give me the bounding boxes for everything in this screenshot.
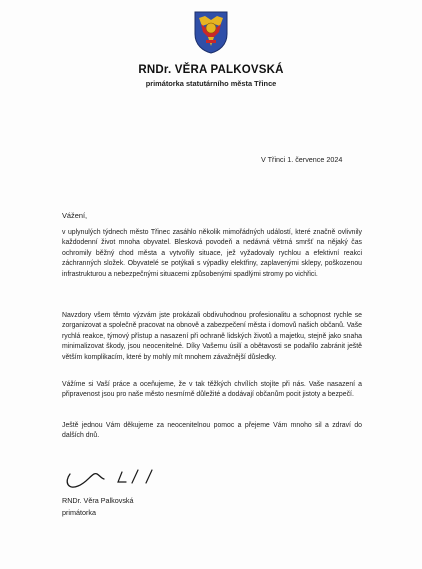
sender-name: RNDr. VĚRA PALKOVSKÁ: [138, 64, 284, 76]
signatory-role: primátorka: [62, 508, 96, 517]
signatory-name: RNDr. Věra Palkovská: [62, 496, 134, 505]
dateline: V Třinci 1. července 2024: [261, 155, 343, 164]
paragraph: Vážíme si Vaší práce a oceňujeme, že v tak těžkých chvílích stojíte při nás. Vaše nasazení a připravenost jsou pro naše město nesmírně důležité a dodávají občanům pocit jistoty a bezpečí.: [62, 381, 362, 399]
paragraph: Navzdory všem těmto výzvám jste prokázali obdivuhodnou profesionalitu a schopnost rychle se zorganizovat a společně pracovat na obnově a zabezpečení města i domovů našich občanů. Vaše rychlá reakce, týmový přístup a nasazení při ochraně lidských životů a majetku, stejně jako snaha minimalizovat škody, jsou neocenitelné. Díky Vašemu úsilí a obětavosti se podařilo zabránit ještě větším komplikacím, které by mohly mít mnohem závažnější důsledky.: [62, 312, 362, 361]
sender-role: primátorka statutárního města Třince: [145, 79, 277, 88]
greeting: Vážení,: [62, 211, 88, 220]
paragraph: Ještě jednou Vám děkujeme za neocenitelnou pomoc a přejeme Vám mnoho sil a zdraví do dalších dnů.: [62, 422, 362, 440]
handwritten-signature: [60, 452, 170, 492]
city-coat-of-arms-icon: [193, 10, 229, 54]
paragraph: v uplynulých týdnech město Třinec zasáhlo několik mimořádných událostí, které značně ovlivnily každodenní život mnoha obyvatel. Blesková povodeň a nedávná větrná smršť na nějaký čas ochromily běžný chod města a vytvořily situace, jež vyžadovaly rychlou a efektivní reakci záchranných složek. Obyvatelé se potýkali s výpadky elektřiny, zaplavenými sklepy, poškozenou infrastrukturou a nebezpečnými situacemi způsobenými spadlými stromy po vichřici.: [62, 229, 362, 278]
